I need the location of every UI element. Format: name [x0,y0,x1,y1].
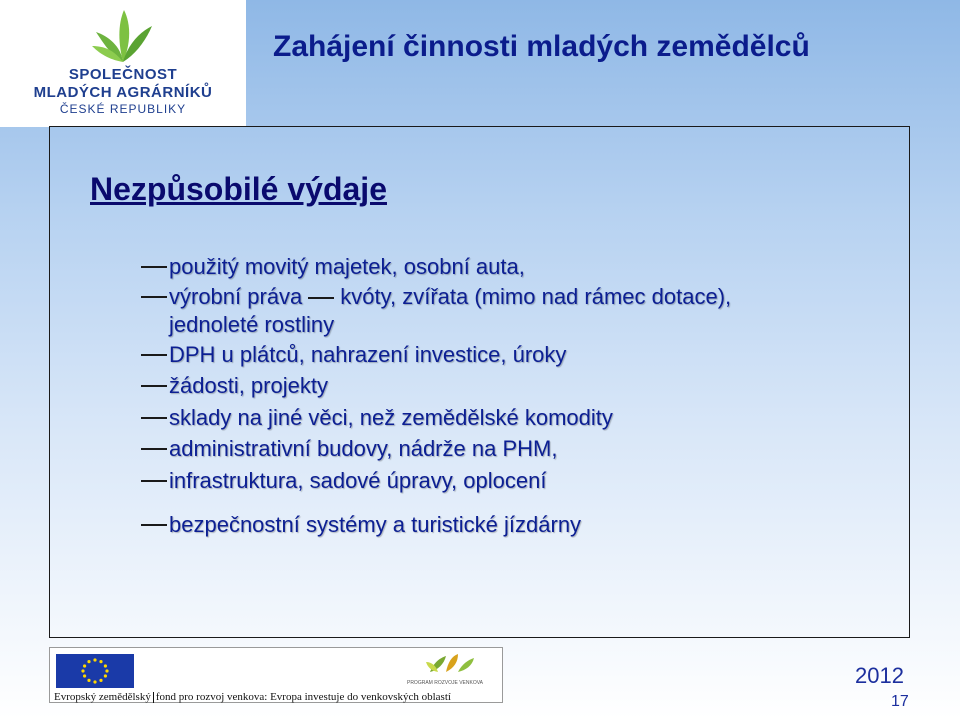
dash-bullet [141,524,167,526]
list-item-text-compound [169,283,869,311]
funding-logos-banner [49,647,503,703]
funding-caption-part2: fond pro rozvoj venkova: Evropa investuje do venkovských oblastí [155,691,451,703]
dash-bullet [141,266,167,268]
list-item-text: administrativní budovy, nádrže na PHM, [169,436,558,461]
organization-logo [0,0,246,127]
list-item-text: sklady na jiné věci, než zemědělské komodity [169,405,613,430]
program-label: PROGRAM ROZVOJE VENKOVA [406,680,484,686]
dash-bullet [141,385,167,387]
list-item-text: DPH u plátců, nahrazení investice, úroky [169,342,567,367]
page-number: 17 [891,693,909,710]
list-item-text: bezpečnostní systémy a turistické jízdárny [169,512,582,537]
dash-bullet [141,448,167,450]
separator [153,692,154,703]
dash-bullet [141,296,167,298]
dash-bullet [141,354,167,356]
content-box [49,126,910,638]
funding-caption-part1: Evropský zemědělský [54,691,151,703]
year-label: 2012 [855,663,904,688]
list-item-text: infrastruktura, sadové úpravy, oplocení [169,468,547,493]
list-item-text: jednoleté rostliny [169,312,335,337]
section-heading: Nezpůsobilé výdaje [90,171,387,207]
list-item-text: výrobní práva [169,284,303,309]
slide-title: Zahájení činnosti mladých zemědělců [273,30,810,63]
logo-text-line3: ČESKÉ REPUBLIKY [59,102,187,116]
eu-flag-icon [56,654,134,688]
list-item-text: žádosti, projekty [169,373,328,398]
list-item-text: použitý movitý majetek, osobní auta, [169,254,525,279]
logo-text-line2: MLADÝCH AGRÁRNÍKŮ [33,84,213,101]
dash-bullet [141,480,167,482]
dash-bullet [141,417,167,419]
list-item-text: kvóty, zvířata (mimo nad rámec dotace), [340,284,732,309]
leaf-icon [88,6,158,64]
rural-development-logo-icon [400,650,490,690]
dash-bullet [308,297,334,299]
funding-caption [54,691,451,703]
logo-text-line1: SPOLEČNOST [68,66,178,83]
